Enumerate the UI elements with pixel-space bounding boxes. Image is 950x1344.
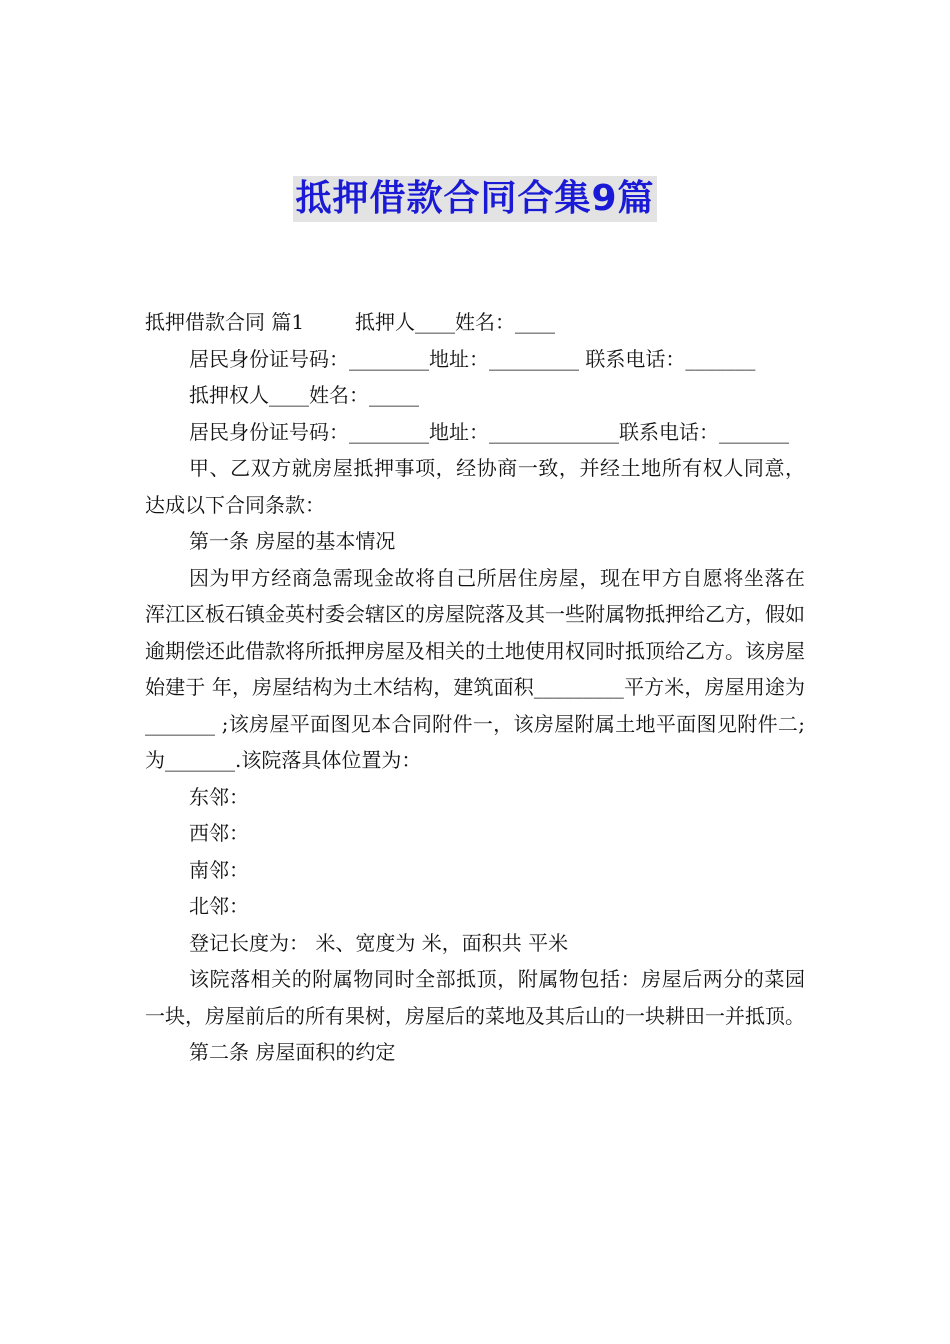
- paragraph-mortgagor-id: 居民身份证号码：________地址：_________ 联系电话：_______: [189, 346, 756, 371]
- paragraph-west-neighbor: 西邻：: [189, 821, 249, 845]
- paragraph-agreement: 甲、乙双方就房屋抵押事项，经协商一致，并经土地所有权人同意，达成以下合同条款：: [145, 456, 805, 517]
- paragraph-header: 抵押借款合同 篇1 抵押人____姓名：____: [145, 310, 555, 334]
- paragraph-property-description: 因为甲方经商急需现金故将自己所居住房屋，现在甲方自愿将坐落在浑江区板石镇金英村委会辖区的房屋院落及其一些附属物抵押给乙方，假如逾期偿还此借款将所抵押房屋及相关的土地使用权同时抵顶给乙方。该房屋始建于 年，房屋结构为土木结构，建筑面积_________平方米，房屋用途为_______ ;该房屋平面图见本合同附件一，该房屋附属土地平面图见附件二;为_______.该院落具体位置为：: [145, 565, 805, 772]
- paragraph-dimensions: 登记长度为： 米、宽度为 米，面积共 平米: [189, 930, 569, 955]
- paragraph-east-neighbor: 东邻：: [189, 784, 249, 809]
- article-2-heading: 第二条 房屋面积的约定: [189, 1040, 396, 1064]
- document-title: 抵押借款合同合集9篇: [293, 176, 656, 222]
- paragraph-mortgagee-id: 居民身份证号码：________地址：_____________联系电话：_______: [189, 419, 789, 444]
- paragraph-north-neighbor: 北邻：: [189, 894, 249, 918]
- article-1-heading: 第一条 房屋的基本情况: [189, 529, 396, 553]
- paragraph-south-neighbor: 南邻：: [189, 857, 249, 882]
- document-body: [145, 304, 805, 1071]
- paragraph-mortgagee: 抵押权人____姓名：_____: [189, 383, 419, 407]
- title-container: [0, 176, 950, 222]
- paragraph-appendages: 该院落相关的附属物同时全部抵顶，附属物包括：房屋后两分的菜园一块，房屋前后的所有果树，房屋后的菜地及其后山的一块耕田一并抵顶。: [145, 967, 805, 1028]
